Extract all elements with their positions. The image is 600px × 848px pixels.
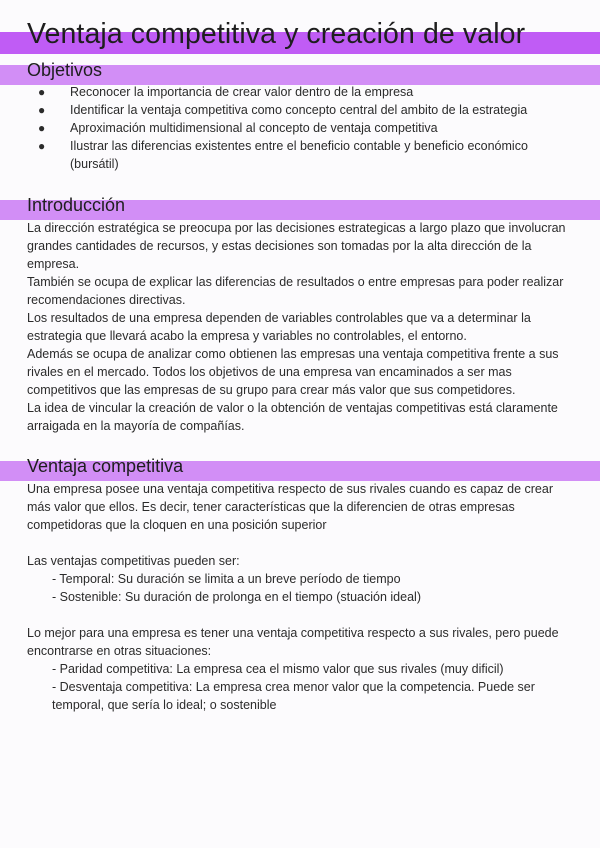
paragraph: Las ventajas competitivas pueden ser: (27, 554, 240, 568)
bullet-icon: ● (38, 121, 46, 135)
list-item-text: Reconocer la importancia de crear valor dentro de la empresa (70, 85, 414, 99)
bullet-icon: ● (38, 103, 46, 117)
paragraph: Una empresa posee una ventaja competitiva respecto de sus rivales cuando es capaz de crear más valor que ellos. Es decir, tener características que la diferencien de otras empresas competidoras que la cloquen en una posición superior (27, 482, 553, 532)
paragraph: Lo mejor para una empresa es tener una ventaja competitiva respecto a sus rivales, pero puede encontrarse en otras situaciones: (27, 626, 559, 658)
ventaja-heading: Ventaja competitiva (27, 456, 184, 476)
paragraph: Los resultados de una empresa dependen de variables controlables que va a determinar la estrategia que llevará acabo la empresa y variables no controlables, el entorno. (27, 311, 531, 343)
list-item (27, 137, 577, 173)
paragraph: También se ocupa de explicar las diferencias de resultados o entre empresas para poder realizar recomendaciones directivas. (27, 275, 564, 307)
ventaja-body (27, 480, 575, 714)
introduccion-body (27, 219, 575, 435)
list-item (27, 119, 577, 137)
paragraph: La dirección estratégica se preocupa por las decisiones estrategicas a largo plazo que involucran grandes cantidades de recursos, y estas decisiones son tomadas por la alta dirección de la empresa. (27, 221, 566, 271)
tipos-list (27, 570, 575, 606)
paragraph: Además se ocupa de analizar como obtienen las empresas una ventaja competitiva frente a sus rivales en el mercado. Todos los objetivos de una empresa van encaminados a ser mas competitivos que las empresas de su grupo para crear más valor que sus competidores. (27, 347, 559, 397)
list-item-text: Identificar la ventaja competitiva como concepto central del ambito de la estrategia (70, 103, 528, 117)
bullet-icon: ● (38, 139, 46, 153)
objetivos-list (27, 83, 577, 173)
situaciones-list (27, 660, 575, 714)
list-item: - Temporal: Su duración se limita a un breve período de tiempo (52, 572, 401, 586)
list-item: - Desventaja competitiva: La empresa crea menor valor que la competencia. Puede ser temporal, que sería lo ideal; o sostenible (52, 680, 535, 712)
introduccion-heading: Introducción (27, 195, 126, 215)
list-item: - Sostenible: Su duración de prolonga en el tiempo (stuación ideal) (52, 590, 421, 604)
list-item-text: Ilustrar las diferencias existentes entre el beneficio contable y beneficio económico (bursátil) (70, 139, 528, 171)
paragraph: La idea de vincular la creación de valor o la obtención de ventajas competitivas está claramente arraigada en la mayoría de compañías. (27, 401, 558, 433)
list-item (27, 101, 577, 119)
objetivos-heading: Objetivos (27, 60, 103, 80)
page-title: Ventaja competitiva y creación de valor (27, 18, 526, 50)
bullet-icon: ● (38, 85, 46, 99)
list-item (27, 83, 577, 101)
list-item-text: Aproximación multidimensional al concepto de ventaja competitiva (70, 121, 438, 135)
list-item: - Paridad competitiva: La empresa cea el mismo valor que sus rivales (muy dificil) (52, 662, 504, 676)
